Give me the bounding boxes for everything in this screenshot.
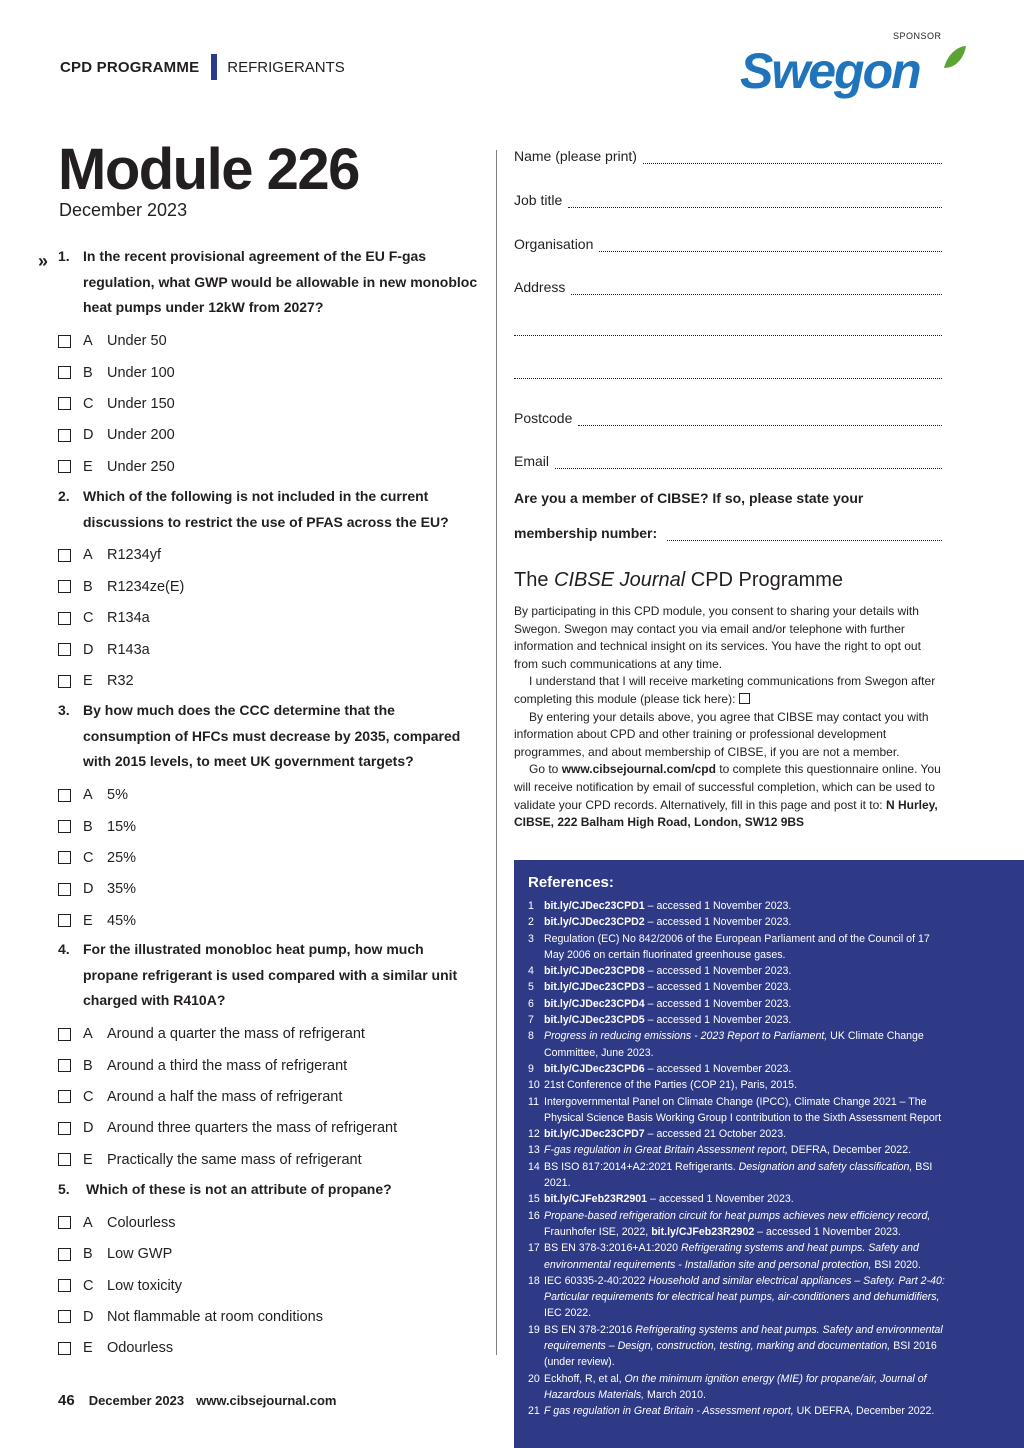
reference-text: BS EN 378-3:2016+A1:2020 Refrigerating systems and heat pumps. Safety and environmental requirements - Installation site and personal protection, BSI 2020. <box>544 1242 921 1271</box>
address-line-2[interactable] <box>514 334 942 336</box>
answer-checkbox[interactable] <box>58 549 71 562</box>
option-text: 35% <box>107 881 137 898</box>
answer-option[interactable] <box>58 671 134 691</box>
option-text: 5% <box>107 787 128 804</box>
answer-checkbox[interactable] <box>58 612 71 625</box>
option-letter: B <box>83 1057 93 1074</box>
reference-text: 21st Conference of the Parties (COP 21), Paris, 2015. <box>544 1079 798 1092</box>
option-letter: E <box>83 1151 93 1168</box>
option-text: 15% <box>107 818 137 835</box>
answer-checkbox[interactable] <box>58 914 71 927</box>
question-text: In the recent provisional agreement of the EU F-gas <box>83 248 427 264</box>
membership-number-label: membership number: <box>514 525 658 541</box>
answer-option[interactable] <box>58 577 184 597</box>
address-field[interactable] <box>514 277 942 295</box>
organisation-field[interactable] <box>514 234 942 252</box>
option-letter: C <box>83 1277 94 1294</box>
reference-number: 8 <box>528 1030 534 1043</box>
option-letter: C <box>83 610 94 627</box>
answer-option[interactable] <box>58 911 136 931</box>
answer-checkbox[interactable] <box>58 789 71 802</box>
page-footer <box>58 1392 336 1409</box>
answer-checkbox[interactable] <box>58 580 71 593</box>
reference-item <box>528 1142 948 1158</box>
reference-number: 11 <box>528 1095 539 1108</box>
reference-item <box>528 1094 948 1127</box>
option-letter: B <box>83 578 93 595</box>
reference-item <box>528 1273 948 1322</box>
reference-number: 1 <box>528 900 534 912</box>
option-letter: C <box>83 849 94 866</box>
reference-number: 9 <box>528 1062 534 1075</box>
reference-number: 12 <box>528 1128 540 1141</box>
option-text: Under 100 <box>107 364 175 381</box>
answer-option[interactable] <box>58 1276 182 1296</box>
reference-text: bit.ly/CJDec23CPD1 – accessed 1 November 2023. <box>544 900 792 912</box>
option-letter: B <box>83 364 93 381</box>
option-text: 45% <box>107 912 137 929</box>
reference-number: 2 <box>528 916 534 929</box>
svg-text:Swegon: Swegon <box>740 43 920 99</box>
reference-text: BS ISO 817:2014+A2:2021 Refrigerants. Designation and safety classification, BSI 2021. <box>544 1160 933 1190</box>
option-text: Under 200 <box>107 427 175 444</box>
option-letter: D <box>83 881 94 898</box>
answer-option[interactable] <box>58 363 175 383</box>
reference-number: 14 <box>528 1160 540 1173</box>
instructions-paragraph: Go to www.cibsejournal.com/cpd to complete this questionnaire online. You will receive notification by email of successful completion, which can be used to validate your CPD records. Alternatively, fill in this page and post it to: N Hurley, CIBSE, 222 Balham High Road, London, SW12 9BS <box>514 762 941 830</box>
question-number: 3. <box>58 702 70 718</box>
reference-text: F-gas regulation in Great Britain Assessment report, DEFRA, December 2022. <box>544 1144 912 1157</box>
option-letter: B <box>83 1246 93 1263</box>
option-letter: C <box>83 1088 94 1105</box>
reference-text: bit.ly/CJDec23CPD3 – accessed 1 November 2023. <box>544 981 792 994</box>
option-text: Around a half the mass of refrigerant <box>107 1088 343 1105</box>
option-letter: A <box>83 1026 93 1043</box>
leaf-icon <box>944 46 966 68</box>
answer-option[interactable] <box>58 817 136 837</box>
option-text: Around a third the mass of refrigerant <box>107 1057 348 1074</box>
option-text: R1234ze(E) <box>107 578 185 595</box>
reference-number: 17 <box>528 1242 540 1255</box>
address-line[interactable] <box>571 283 942 295</box>
answer-checkbox[interactable] <box>58 1028 71 1041</box>
postal-address: N Hurley, CIBSE, 222 Balham High Road, London, SW12 9BS <box>514 797 938 830</box>
answer-option[interactable] <box>58 425 175 445</box>
reference-text: bit.ly/CJDec23CPD8 – accessed 1 November 2023. <box>544 965 792 978</box>
name-label: Name (please print) <box>514 148 637 164</box>
module-date: December 2023 <box>59 200 188 220</box>
accent-bar <box>211 54 217 80</box>
chevron-right-icon: » <box>38 251 49 271</box>
answer-checkbox[interactable] <box>58 820 71 833</box>
marketing-tick-checkbox[interactable] <box>739 693 750 704</box>
question-number: 2. <box>58 488 70 504</box>
answer-checkbox[interactable] <box>58 643 71 656</box>
option-text: Around a quarter the mass of refrigerant <box>107 1026 365 1043</box>
reference-text: bit.ly/CJDec23CPD6 – accessed 1 November 2023. <box>544 1062 792 1075</box>
reference-item <box>528 1240 948 1273</box>
answer-checkbox[interactable] <box>58 851 71 864</box>
answer-option[interactable] <box>58 1213 176 1233</box>
reference-number: 13 <box>528 1144 540 1157</box>
reference-text: Propane-based refrigeration circuit for heat pumps achieves new efficiency record, Fraunhofer ISE, 2022, bit.ly/CJFeb23R2902 – accessed 1 November 2023. <box>544 1209 931 1238</box>
question-text: For the illustrated monobloc heat pump, how much <box>83 941 424 957</box>
option-letter: C <box>83 395 94 412</box>
section-label: CPD PROGRAMME <box>60 58 200 76</box>
reference-number: 15 <box>528 1193 540 1206</box>
reference-item <box>528 1371 948 1404</box>
footer-url: www.cibsejournal.com <box>196 1393 337 1408</box>
answer-checkbox[interactable] <box>58 1248 71 1261</box>
reference-number: 18 <box>528 1274 540 1287</box>
option-letter: A <box>83 547 93 564</box>
question-text: propane refrigerant is used compared with a similar unit <box>83 966 458 983</box>
consent-paragraph: By participating in this CPD module, you consent to sharing your details with Swegon. Swegon may contact you via email and/or telephone with further information and technical insight on its services. You have the right to opt out from such communications at any time. <box>514 604 921 671</box>
page-number: 46 <box>58 1392 75 1409</box>
reference-item <box>528 1159 948 1192</box>
topic-label: REFRIGERANTS <box>227 58 345 76</box>
option-letter: E <box>83 673 93 689</box>
question-number: 4. <box>58 941 70 957</box>
reference-number: 6 <box>528 997 534 1010</box>
marketing-paragraph: I understand that I will receive marketing communications from Swegon after completing this module (please tick here): <box>514 674 936 706</box>
question-text: discussions to restrict the use of PFAS across the EU? <box>83 513 449 530</box>
answer-checkbox[interactable] <box>58 1059 71 1072</box>
reference-item <box>528 1208 948 1241</box>
section-header <box>60 54 345 80</box>
reference-number: 7 <box>528 1014 534 1027</box>
answer-option[interactable] <box>58 785 128 805</box>
postcode-line[interactable] <box>578 414 942 426</box>
answer-checkbox[interactable] <box>58 335 71 348</box>
answer-checkbox[interactable] <box>58 1216 71 1229</box>
question-text: By how much does the CCC determine that the <box>83 702 395 718</box>
option-letter: D <box>83 641 94 658</box>
reference-number: 5 <box>528 981 534 994</box>
answer-option[interactable] <box>58 457 175 477</box>
footer-date: December 2023 <box>88 1393 185 1408</box>
reference-text: bit.ly/CJDec23CPD4 – accessed 1 November 2023. <box>544 997 792 1010</box>
reference-item <box>528 1012 948 1028</box>
option-text: Under 150 <box>107 395 175 412</box>
reference-text: bit.ly/CJFeb23R2901 – accessed 1 November 2023. <box>544 1193 794 1206</box>
answer-checkbox[interactable] <box>58 397 71 410</box>
option-text: Practically the same mass of refrigerant <box>107 1151 362 1168</box>
answer-checkbox[interactable] <box>58 1153 71 1166</box>
option-letter: E <box>83 458 93 475</box>
answer-option[interactable] <box>58 848 136 868</box>
reference-item <box>528 979 948 995</box>
reference-item <box>528 1191 948 1207</box>
organisation-label: Organisation <box>514 236 594 252</box>
reference-text: bit.ly/CJDec23CPD7 – accessed 21 October 2023. <box>544 1128 787 1141</box>
address-label: Address <box>514 279 566 295</box>
reference-item <box>528 1403 948 1419</box>
option-text: Under 250 <box>107 458 175 475</box>
answer-option[interactable] <box>58 1338 173 1358</box>
question-text: Which of these is not an attribute of propane? <box>86 1181 392 1197</box>
question-text: with 2015 levels, to meet UK government targets? <box>83 753 414 770</box>
name-field[interactable] <box>514 146 942 164</box>
option-text: Low GWP <box>107 1246 173 1263</box>
reference-number: 16 <box>528 1209 540 1222</box>
reference-text: bit.ly/CJDec23CPD2 – accessed 1 November 2023. <box>544 916 792 929</box>
answer-option[interactable] <box>58 1307 323 1327</box>
reference-item <box>528 931 948 964</box>
answer-option[interactable] <box>58 1118 397 1138</box>
reference-text: F gas regulation in Great Britain - Assessment report, UK DEFRA, December 2022. <box>544 1405 935 1418</box>
programme-title: The CIBSE Journal CPD Programme <box>514 569 844 591</box>
question-text: regulation, what GWP would be allowable in new monobloc <box>83 273 478 290</box>
answer-option[interactable] <box>58 1087 342 1107</box>
reference-text: Eckhoff, R, et al, On the minimum ignition energy (MIE) for propane/air, Journal of Hazardous Materials, March 2010. <box>544 1372 927 1401</box>
answer-option[interactable] <box>58 640 150 660</box>
name-line[interactable] <box>643 152 942 164</box>
answer-checkbox[interactable] <box>58 883 71 896</box>
reference-text: bit.ly/CJDec23CPD5 – accessed 1 November 2023. <box>544 1014 792 1027</box>
answer-checkbox[interactable] <box>58 675 71 688</box>
reference-item <box>528 1126 948 1142</box>
reference-text: IEC 60335-2-40:2022 Household and similar electrical appliances – Safety. Part 2-40: Particular requirements for electrical heat pumps, air-conditioners and dehumidifiers, IEC 2022. <box>544 1274 945 1320</box>
option-text: Odourless <box>107 1340 174 1357</box>
option-letter: D <box>83 427 94 444</box>
reference-text: Regulation (EC) No 842/2006 of the European Parliament and of the Council of 17 May 2006 on certain fluorinated greenhouse gases. <box>544 932 930 961</box>
answer-checkbox[interactable] <box>58 1122 71 1135</box>
option-letter: D <box>83 1120 94 1137</box>
answer-checkbox[interactable] <box>58 429 71 442</box>
module-title: Module 226 <box>58 137 359 202</box>
question-text: charged with R410A? <box>83 992 226 1009</box>
reference-number: 4 <box>528 965 534 978</box>
cibse-contact-paragraph: By entering your details above, you agree that CIBSE may contact you with information about CPD and other training or professional development programmes, and about membership of CIBSE, if you are not a member. <box>514 709 929 759</box>
answer-option[interactable] <box>58 608 150 628</box>
answer-option[interactable] <box>58 1024 365 1044</box>
option-text: R1234yf <box>107 547 162 564</box>
programme-body <box>514 603 944 832</box>
postcode-field[interactable] <box>514 408 942 426</box>
reference-item <box>528 1077 948 1093</box>
answer-option[interactable] <box>58 879 136 899</box>
email-label: Email <box>514 453 550 469</box>
option-text: 25% <box>107 849 137 866</box>
reference-item <box>528 1061 948 1077</box>
reference-text: Progress in reducing emissions - 2023 Report to Parliament, UK Climate Change Committee, June 2023. <box>544 1030 924 1059</box>
job-title-field[interactable] <box>514 190 942 208</box>
answer-option[interactable] <box>58 1056 347 1076</box>
reference-item <box>528 898 948 914</box>
question-text: heat pumps under 12kW from 2027? <box>83 299 324 316</box>
job-title-label: Job title <box>514 192 563 208</box>
option-text: Low toxicity <box>107 1277 182 1294</box>
option-text: Colourless <box>107 1214 176 1231</box>
references-panel <box>514 860 1024 1448</box>
email-line[interactable] <box>555 457 942 469</box>
answer-option[interactable] <box>58 1244 172 1264</box>
reference-item <box>528 914 948 930</box>
option-letter: A <box>83 1214 93 1231</box>
answer-option[interactable] <box>58 1150 362 1170</box>
reference-text: Intergovernmental Panel on Climate Change (IPCC), Climate Change 2021 – The Physical Science Basis Working Group I contribution to the Sixth Assessment Report <box>544 1095 942 1124</box>
option-text: R134a <box>107 610 150 627</box>
answer-checkbox[interactable] <box>58 1279 71 1292</box>
reference-number: 21 <box>528 1405 540 1418</box>
references-title: References: <box>528 874 614 891</box>
reference-number: 20 <box>528 1372 540 1385</box>
option-letter: E <box>83 912 93 929</box>
option-text: Not flammable at room conditions <box>107 1308 323 1325</box>
column-divider <box>496 150 497 1355</box>
reference-number: 10 <box>528 1079 540 1092</box>
answer-option[interactable] <box>58 331 167 351</box>
option-text: R143a <box>107 641 150 658</box>
reference-item <box>528 1028 948 1061</box>
membership-number-line[interactable] <box>667 529 942 541</box>
reference-number: 3 <box>528 932 534 945</box>
option-letter: E <box>83 1340 93 1357</box>
option-text: Under 50 <box>107 333 167 350</box>
cpd-link[interactable]: www.cibsejournal.com/cpd <box>561 762 716 777</box>
references-list <box>528 898 948 1420</box>
swegon-logo <box>740 40 968 100</box>
option-letter: B <box>83 818 93 835</box>
answer-checkbox[interactable] <box>58 1310 71 1323</box>
option-letter: A <box>83 333 93 350</box>
reference-item <box>528 996 948 1012</box>
reference-number: 19 <box>528 1323 540 1336</box>
question-number: 5. <box>58 1181 70 1197</box>
answer-checkbox[interactable] <box>58 1342 71 1355</box>
option-text: Around three quarters the mass of refrigerant <box>107 1120 398 1137</box>
answer-checkbox[interactable] <box>58 1090 71 1103</box>
question-number: 1. <box>58 248 70 264</box>
question-text: Which of the following is not included in the current <box>83 488 429 504</box>
answer-option[interactable] <box>58 394 175 414</box>
sponsor-label: SPONSOR <box>893 31 942 41</box>
answer-checkbox[interactable] <box>58 366 71 379</box>
answer-checkbox[interactable] <box>58 460 71 473</box>
question-text: consumption of HFCs must decrease by 2035, compared <box>83 727 461 744</box>
job-title-line[interactable] <box>568 196 942 208</box>
organisation-line[interactable] <box>599 240 942 252</box>
postcode-label: Postcode <box>514 410 573 426</box>
reference-text: BS EN 378-2:2016 Refrigerating systems and heat pumps. Safety and environmental requirements – Design, construction, testing, marking and documentation, BSI 2016 (under review). <box>544 1323 943 1369</box>
option-letter: A <box>83 787 93 804</box>
option-text: R32 <box>107 673 134 689</box>
reference-item <box>528 1322 948 1371</box>
email-field[interactable] <box>514 451 942 469</box>
membership-number-field[interactable] <box>514 523 942 541</box>
membership-question: Are you a member of CIBSE? If so, please state your <box>514 490 864 506</box>
reference-item <box>528 963 948 979</box>
answer-option[interactable] <box>58 545 161 565</box>
address-line-3[interactable] <box>514 377 942 379</box>
option-letter: D <box>83 1308 94 1325</box>
